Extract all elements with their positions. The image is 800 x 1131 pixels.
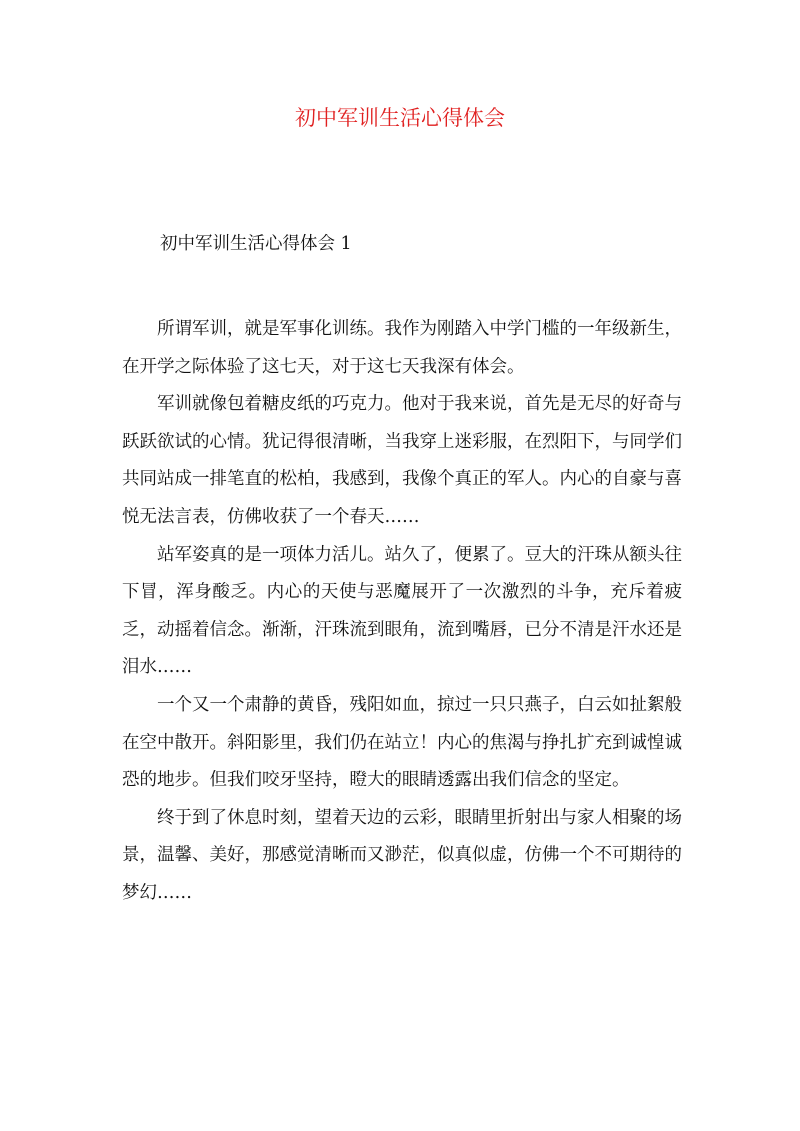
document-title: 初中军训生活心得体会 [295, 106, 505, 130]
paragraph: 一个又一个肃静的黄昏，残阳如血，掠过一只只燕子，白云如扯絮般在空中散开。斜阳影里，我们仍在站立！内心的焦渴与挣扎扩充到诚惶诚恐的地步。但我们咬牙坚持，瞪大的眼睛透露出我们信念的坚定。 [122, 694, 682, 791]
paragraph: 站军姿真的是一项体力活儿。站久了，便累了。豆大的汗珠从额头往下冒，浑身酸乏。内心的天使与恶魔展开了一次激烈的斗争，充斥着疲乏，动摇着信念。渐渐，汗珠流到眼角，流到嘴唇，已分不清是汗水还是泪水…… [122, 544, 682, 678]
paragraph: 军训就像包着糖皮纸的巧克力。他对于我来说，首先是无尽的好奇与跃跃欲试的心情。犹记得很清晰，当我穿上迷彩服，在烈阳下，与同学们共同站成一排笔直的松柏，我感到，我像个真正的军人。内心的自豪与喜悦无法言表，仿佛收获了一个春天…… [122, 394, 682, 527]
document-body [122, 311, 682, 913]
paragraph: 所谓军训，就是军事化训练。我作为刚踏入中学门槛的一年级新生，在开学之际体验了这七天，对于这七天我深有体会。 [122, 319, 682, 377]
section-title: 初中军训生活心得体会 1 [160, 234, 352, 254]
paragraph: 终于到了休息时刻，望着天边的云彩，眼睛里折射出与家人相聚的场景，温馨、美好，那感觉清晰而又渺茫，似真似虚，仿佛一个不可期待的梦幻…… [122, 807, 682, 903]
